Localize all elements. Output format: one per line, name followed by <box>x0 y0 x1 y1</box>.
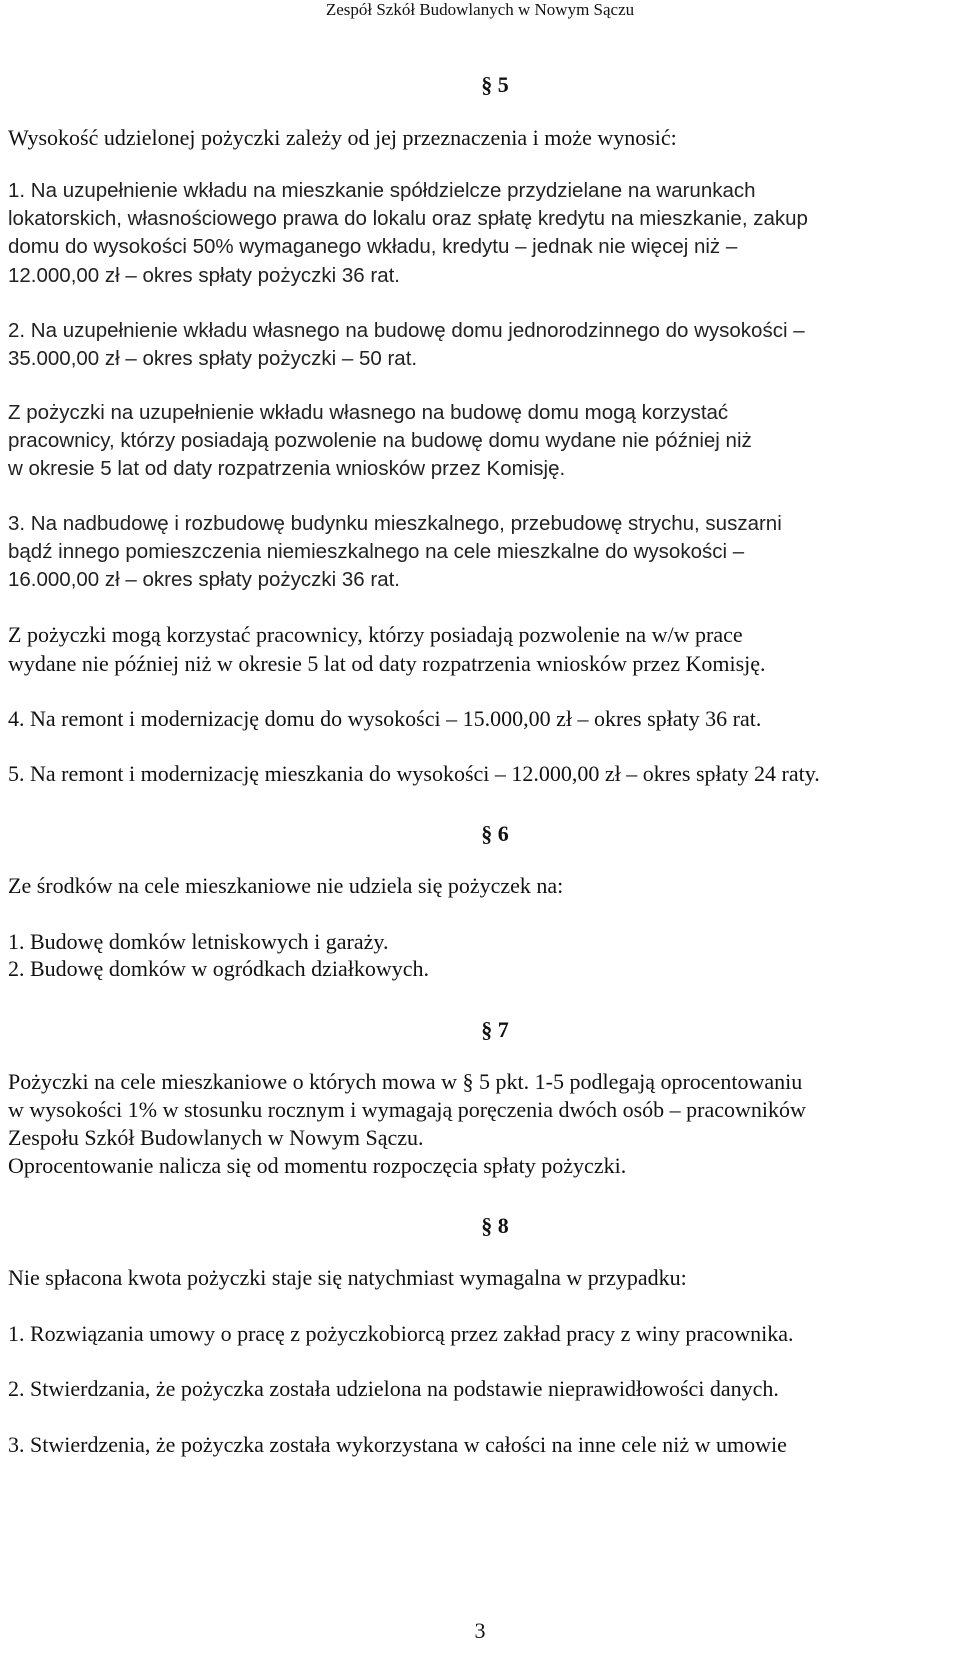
section-6-item: 1. Budowę domków letniskowych i garaży. <box>8 929 389 954</box>
section-8-item: 2. Stwierdzania, że pożyczka została udzielona na podstawie nieprawidłowości danych. <box>8 1376 779 1401</box>
section-6-item: 2. Budowę domków w ogródkach działkowych. <box>8 956 429 981</box>
section-8-item: 1. Rozwiązania umowy o pracę z pożyczkobiorcą przez zakład pracy z winy pracownika. <box>8 1321 794 1346</box>
section-5-point-5: 5. Na remont i modernizację mieszkania do wysokości – 12.000,00 zł – okres spłaty 24 raty. <box>8 761 820 786</box>
section-5-point-4: 4. Na remont i modernizację domu do wysokości – 15.000,00 zł – okres spłaty 36 rat. <box>8 706 762 731</box>
section-8-item: 3. Stwierdzenia, że pożyczka została wykorzystana w całości na inne cele niż w umowie <box>8 1432 787 1457</box>
section-7-line: Pożyczki na cele mieszkaniowe o których mowa w § 5 pkt. 1-5 podlegają oprocentowaniu <box>8 1069 803 1094</box>
section-6-intro: Ze środków na cele mieszkaniowe nie udziela się pożyczek na: <box>8 873 564 898</box>
page-number: 3 <box>474 1618 486 1643</box>
section-6-heading: § 6 <box>481 821 509 846</box>
section-5-intro: Wysokość udzielonej pożyczki zależy od jej przeznaczenia i może wynosić: <box>8 125 677 150</box>
page-header: Zespół Szkół Budowlanych w Nowym Sączu <box>325 0 635 19</box>
section-5-heading: § 5 <box>481 72 509 97</box>
section-7-line: Zespołu Szkół Budowlanych w Nowym Sączu. <box>8 1125 424 1150</box>
section-8-heading: § 8 <box>481 1213 509 1238</box>
section-7-heading: § 7 <box>481 1017 509 1042</box>
section-7-line: Oprocentowanie nalicza się od momentu rozpoczęcia spłaty pożyczki. <box>8 1153 627 1178</box>
section-8-intro: Nie spłacona kwota pożyczki staje się natychmiast wymagalna w przypadku: <box>8 1265 687 1290</box>
section-7-line: w wysokości 1% w stosunku rocznym i wymagają poręczenia dwóch osób – pracowników <box>8 1097 806 1122</box>
